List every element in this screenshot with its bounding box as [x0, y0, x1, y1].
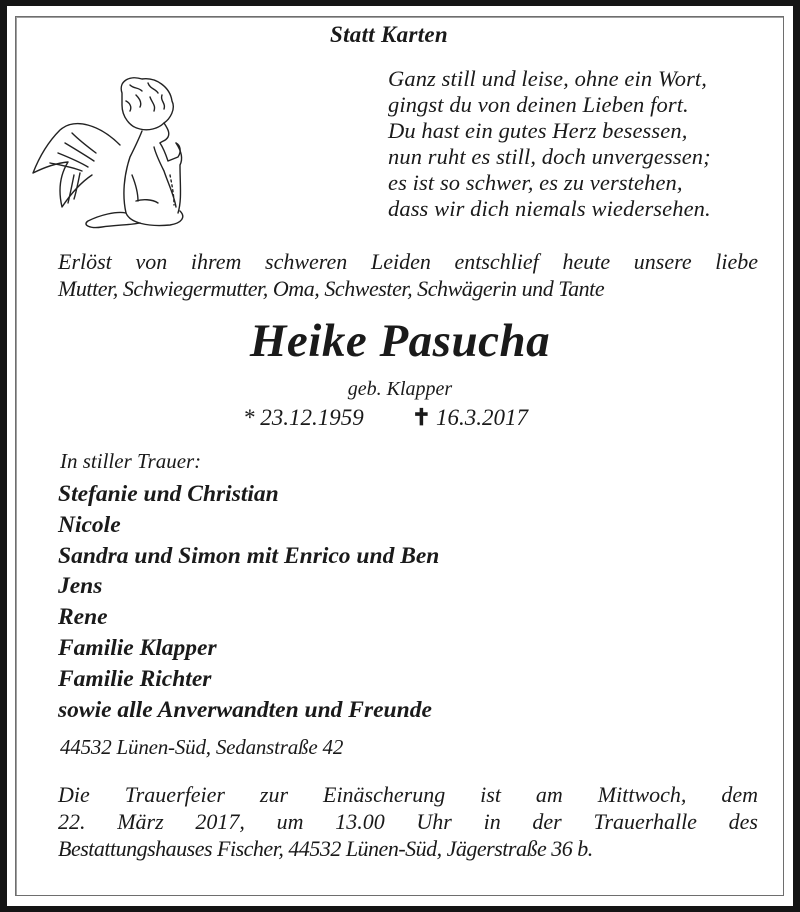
service-line: Die Trauerfeier zur Einäscherung ist am Mittwoch, dem	[58, 782, 758, 807]
poem-line: nun ruht es still, doch unvergessen;	[388, 144, 711, 169]
mourners-list	[58, 479, 439, 725]
mourners-label: In stiller Trauer:	[60, 449, 202, 473]
maiden-name: geb. Klapper	[347, 378, 453, 400]
service-info	[58, 781, 758, 862]
mourner-entry: Familie Klapper	[58, 634, 217, 661]
cross-icon: ✝	[411, 405, 432, 430]
poem-line: es ist so schwer, es zu verstehen,	[388, 170, 683, 195]
service-line: 22. März 2017, um 13.00 Uhr in der Trauerhalle des	[58, 809, 758, 834]
deceased-name: Heike Pasucha	[249, 315, 551, 367]
mourner-entry: Nicole	[58, 511, 121, 538]
mourner-entry: Rene	[58, 604, 108, 631]
poem	[388, 66, 711, 222]
mourner-entry: Familie Richter	[58, 665, 212, 692]
praying-angel-icon	[30, 45, 190, 235]
intro-line: Mutter, Schwiegermutter, Oma, Schwester, Schwägerin und Tante	[58, 276, 605, 301]
family-address: 44532 Lünen-Süd, Sedanstraße 42	[60, 735, 344, 759]
life-dates	[243, 405, 528, 431]
mourner-entry: Stefanie und Christian	[58, 481, 279, 507]
poem-line: Ganz still und leise, ohne ein Wort,	[388, 66, 708, 91]
poem-line: gingst du von deinen Lieben fort.	[388, 92, 689, 117]
death-date: 16.3.2017	[436, 405, 529, 430]
service-line: Bestattungshauses Fischer, 44532 Lünen-Süd, Jägerstraße 36 b.	[58, 836, 593, 861]
mourner-entry: sowie alle Anverwandten und Freunde	[58, 696, 432, 723]
poem-line: Du hast ein gutes Herz besessen,	[388, 118, 688, 143]
intro-text	[58, 248, 758, 302]
mourner-entry: Sandra und Simon mit Enrico und Ben	[58, 542, 440, 569]
poem-line: dass wir dich niemals wiedersehen.	[388, 196, 711, 221]
mourner-entry: Jens	[58, 573, 103, 600]
intro-line: Erlöst von ihrem schweren Leiden entschlief heute unsere liebe	[58, 249, 758, 274]
header-title: Statt Karten	[330, 22, 448, 47]
birth-date: * 23.12.1959	[243, 405, 364, 430]
